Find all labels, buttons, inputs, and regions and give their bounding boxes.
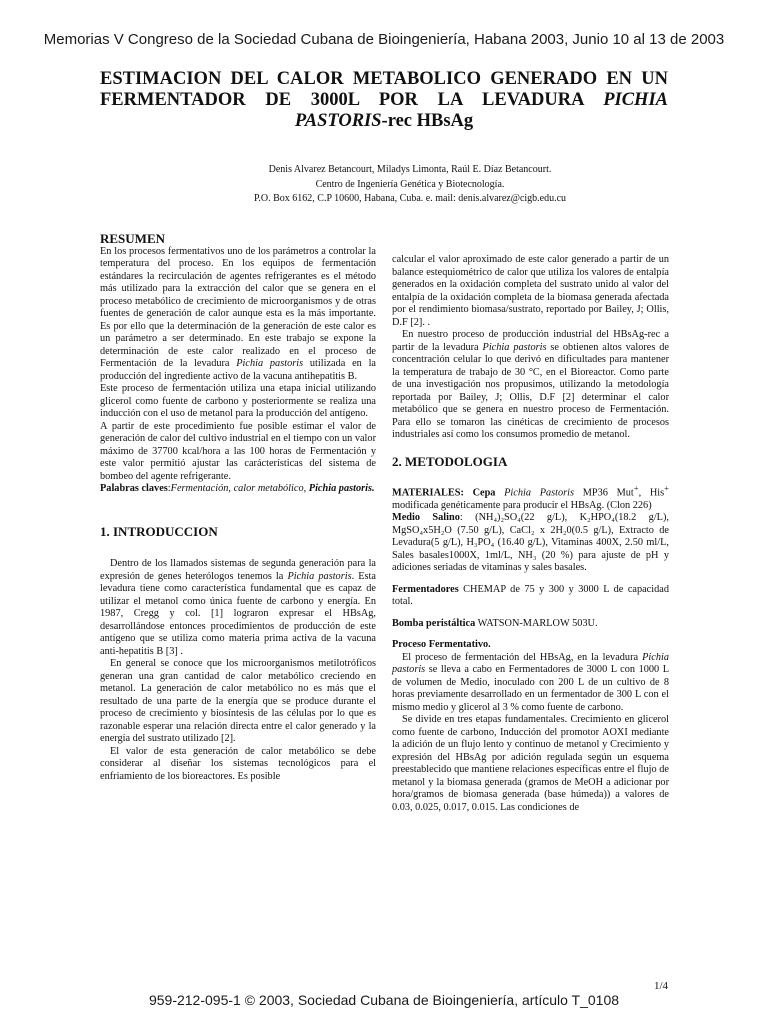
materials-paragraph	[392, 482, 669, 512]
materials-text-a: MP36 Mut	[574, 487, 634, 499]
intro-p5-text-b: se obtienen altos valores de concentración celular lo que derivó en dificultades para mantener la temperatura de trabajo de 30 °C, en el Bioreactor. Como parte de una investigación nos propusimos, utilizando la metodología reportada por Bailey, J; Ollis, D.F [2] determinar el calor metabólico que se genera en nuestro proceso de Fermentación. Para ello se tomaron las cinéticas de crecimiento de procesos industriales así como los consumos promedio de metanol.	[392, 341, 669, 440]
intro-paragraph-1	[100, 558, 376, 658]
process-p1-italic: Pichia pastoris	[392, 651, 669, 676]
title-line-2	[100, 90, 668, 111]
intro-heading: 1. INTRODUCCION	[100, 523, 218, 539]
medium-text: : (NH₄)₂SO₄(22 g/L), K₂HPO₄(18.2 g/L), MgSO₄x5H₂O (7.50 g/L), CaCl₂ x 2H₂0(0.5 g/L), Extracto de Levadura(5 g/L), H₃PO₄ (16.40 g/L), Vitaminas 400X, 2.50 ml/L, Sales basales1000X, 1ml/L, NH₃ (20 %) para ajuste de pH y adiciones seriadas de vitaminas y sales basales.	[392, 512, 669, 574]
keywords-sep: :	[167, 483, 171, 494]
medium-label: Medio Salino	[392, 512, 460, 524]
fermenters-label: Fermentadores	[392, 583, 459, 595]
process-p1-text-a: El proceso de fermentación del HBsAg, en la levadura	[402, 651, 643, 663]
intro-p5-text-a: En nuestro proceso de producción industrial del HBsAg-rec a partir de la levadura	[392, 329, 669, 353]
materials-sup-2: +	[664, 483, 669, 493]
intro-p1-italic: Pichia pastoris	[287, 570, 352, 582]
title-line-1: ESTIMACION DEL CALOR METABOLICO GENERADO EN UN	[100, 69, 668, 89]
title-line-2-main: FERMENTADOR DE 3000L POR LA LEVADURA	[100, 90, 604, 110]
page-footer: 959-212-095-1 © 2003, Sociedad Cubana de Bioingeniería, artículo T_0108	[148, 992, 620, 1008]
materials-text-c: modificada genéticamente para producir el HBsAg. (Clon 226)	[392, 499, 652, 511]
medium-paragraph	[392, 512, 669, 575]
pump-paragraph	[392, 618, 669, 631]
abstract-paragraph-3: A partir de este procedimiento fue posible estimar el valor de generación de calor del cultivo industrial en el tiempo con un valor máximo de 37700 kcal/hora a las 100 horas de Fermentación y este valor permitió ajustar las carácterísticas del sistema de bombeo del agente refrigerante.	[100, 420, 376, 482]
intro-p5-italic: Pichia pastoris	[482, 341, 547, 353]
keywords-label: Palabras claves	[100, 483, 168, 494]
abstract-p1-text-b: utilizada en la producción del ingrediente activo de la vacuna antihepatitis B.	[100, 358, 376, 382]
materials-label: MATERIALES: Cepa	[392, 487, 505, 499]
fermenters-text: CHEMAP de 75 y 300 y 3000 L de capacidad total.	[392, 583, 669, 608]
process-p1-text-b: se lleva a cabo en Fermentadores de 3000 L con 1000 L de volumen de Medio, inoculado con 200 L de un cultivo de 8 horas previamente desarrollado en un fermentador de 300 L con el mismo medio y glicerol al 3 % como fuente de carbono.	[392, 664, 669, 713]
title-line-3-italic: PASTORIS	[294, 111, 382, 131]
title-line-2-italic: PICHIA	[603, 90, 668, 110]
intro-paragraph-4: calcular el valor aproximado de este calor generado a partir de un balance estequiométrico de calor que utiliza los valores de entalpía generados en la oxidación completa del sustrato unido al valor del entalpía de la oxidación completa de la biomasa generada afectada por el rendimiento biomasa/sustrato, reportado por Bailey, J; Ollis, D.F [2]. .	[392, 254, 669, 328]
title-line-3-rest: -rec HBsAg	[381, 111, 474, 131]
materials-italic: Pichia Pastoris	[504, 487, 575, 499]
pump-text: WATSON-MARLOW 503U.	[475, 617, 598, 629]
intro-p1-text-a: Dentro de los llamados sistemas de segunda generación para la expresión de genes heterólogos tenemos la	[100, 558, 376, 582]
page-number: 1/4	[653, 980, 668, 992]
materials-text-b: , His	[638, 487, 665, 499]
process-paragraph-2: Se divide en tres etapas fundamentales. Crecimiento en glicerol como fuente de carbono, Inducción del promotor AOXI mediante la adición de un flujo lento y continuo de metanol y Crecimiento y expresión del HBsAg por adición regulada según un esquema preestablecido que mantiene relaciones específicas entre el flujo de metanol y la biomasa generada (gramos de MeOH a adicionar por hora/gramos de biomasa generada (base húmeda)) a valores de 0.03, 0.025, 0.017, 0.015. Las condiciones de	[392, 714, 669, 813]
intro-paragraph-3: El valor de esta generación de calor metabólico se debe considerar al diseñar los sistemas tecnológicos para el enfriamiento de los bioreactores. Es posible	[100, 745, 376, 782]
process-heading: Proceso Fermentativo.	[392, 639, 491, 651]
abstract-paragraph-2: Este proceso de fermentación utiliza una etapa inicial utilizando glicerol como fuente de carbono y posteriormente se realiza una inducción con el uso de metanol para la producción del antígeno.	[100, 383, 376, 419]
paper-title	[100, 69, 668, 132]
abstract-p1-italic: Pichia pastoris	[236, 358, 304, 369]
keywords	[100, 483, 376, 496]
intro-p1-text-b: . Esta levadura tiene como característica fundamental que es capaz de utilizar el metanol como única fuente de carbono y energía. En 1987, Cregg y col. [1] lograron expresar el HBsAg, desarrollándose entonces procedimientos de producción de este antígeno que se utiliza como materia prima activa de la vacuna anti-hepatitis B [3] .	[100, 570, 376, 657]
author-names: Denis Alvarez Betancourt, Miladys Limonta, Raúl E. Díaz Betancourt.	[268, 164, 552, 175]
author-institution: Centro de Ingeniería Genética y Biotecnología.	[315, 178, 505, 190]
left-column	[100, 233, 376, 783]
author-block	[140, 163, 680, 207]
abstract-p1-text-a: En los procesos fermentativos uno de los parámetros a controlar la temperatura del proceso. En los equipos de fermentación estándares la recirculación de agentes refrigerantes es el método más utilizado para la extracción del calor que se genera en el proceso metabólico de crecimiento de microorganismos y de otras fuentes de generación de calor aunque esta es la más importante. Es por ello que la determinación de la generación de este calor es un parámetro a ser determinado. En este trabajo se expone la determinación de este calor realizado en el proceso de Fermentación de la levadura	[100, 245, 376, 369]
author-address: P.O. Box 6162, C.P 10600, Habana, Cuba. e. mail: denis.alvarez@cigb.edu.cu	[253, 193, 567, 204]
intro-paragraph-5	[392, 329, 669, 442]
keywords-bold: Pichia pastoris.	[308, 483, 375, 494]
abstract-heading: RESUMEN	[100, 231, 166, 246]
right-column	[392, 254, 669, 814]
title-line-3	[100, 111, 668, 132]
keywords-text: Fermentación, calor metabólico,	[170, 483, 309, 494]
intro-paragraph-2: En general se conoce que los microorganismos metilotróficos generan una gran cantidad de calor metabólico creciendo en metanol. La generación de calor metabólico no es más que el resultado de una parte de la energía que se produce durante el proceso de crecimiento y biosíntesis de las células por lo que es razonable esperar una relación directa entre el calor generado y la energía del sustrato utilizado [2].	[100, 658, 376, 744]
methods-heading: 2. METODOLOGIA	[392, 453, 508, 469]
fermenters-paragraph	[392, 584, 669, 609]
materials-sup-1: +	[633, 483, 639, 493]
running-header: Memorias V Congreso de la Sociedad Cubana de Bioingeniería, Habana 2003, Junio 10 al 13 de 2003	[43, 31, 725, 48]
process-paragraph-1	[392, 652, 669, 715]
abstract-paragraph-1	[100, 246, 376, 384]
pump-label: Bomba peristáltica	[392, 617, 476, 629]
